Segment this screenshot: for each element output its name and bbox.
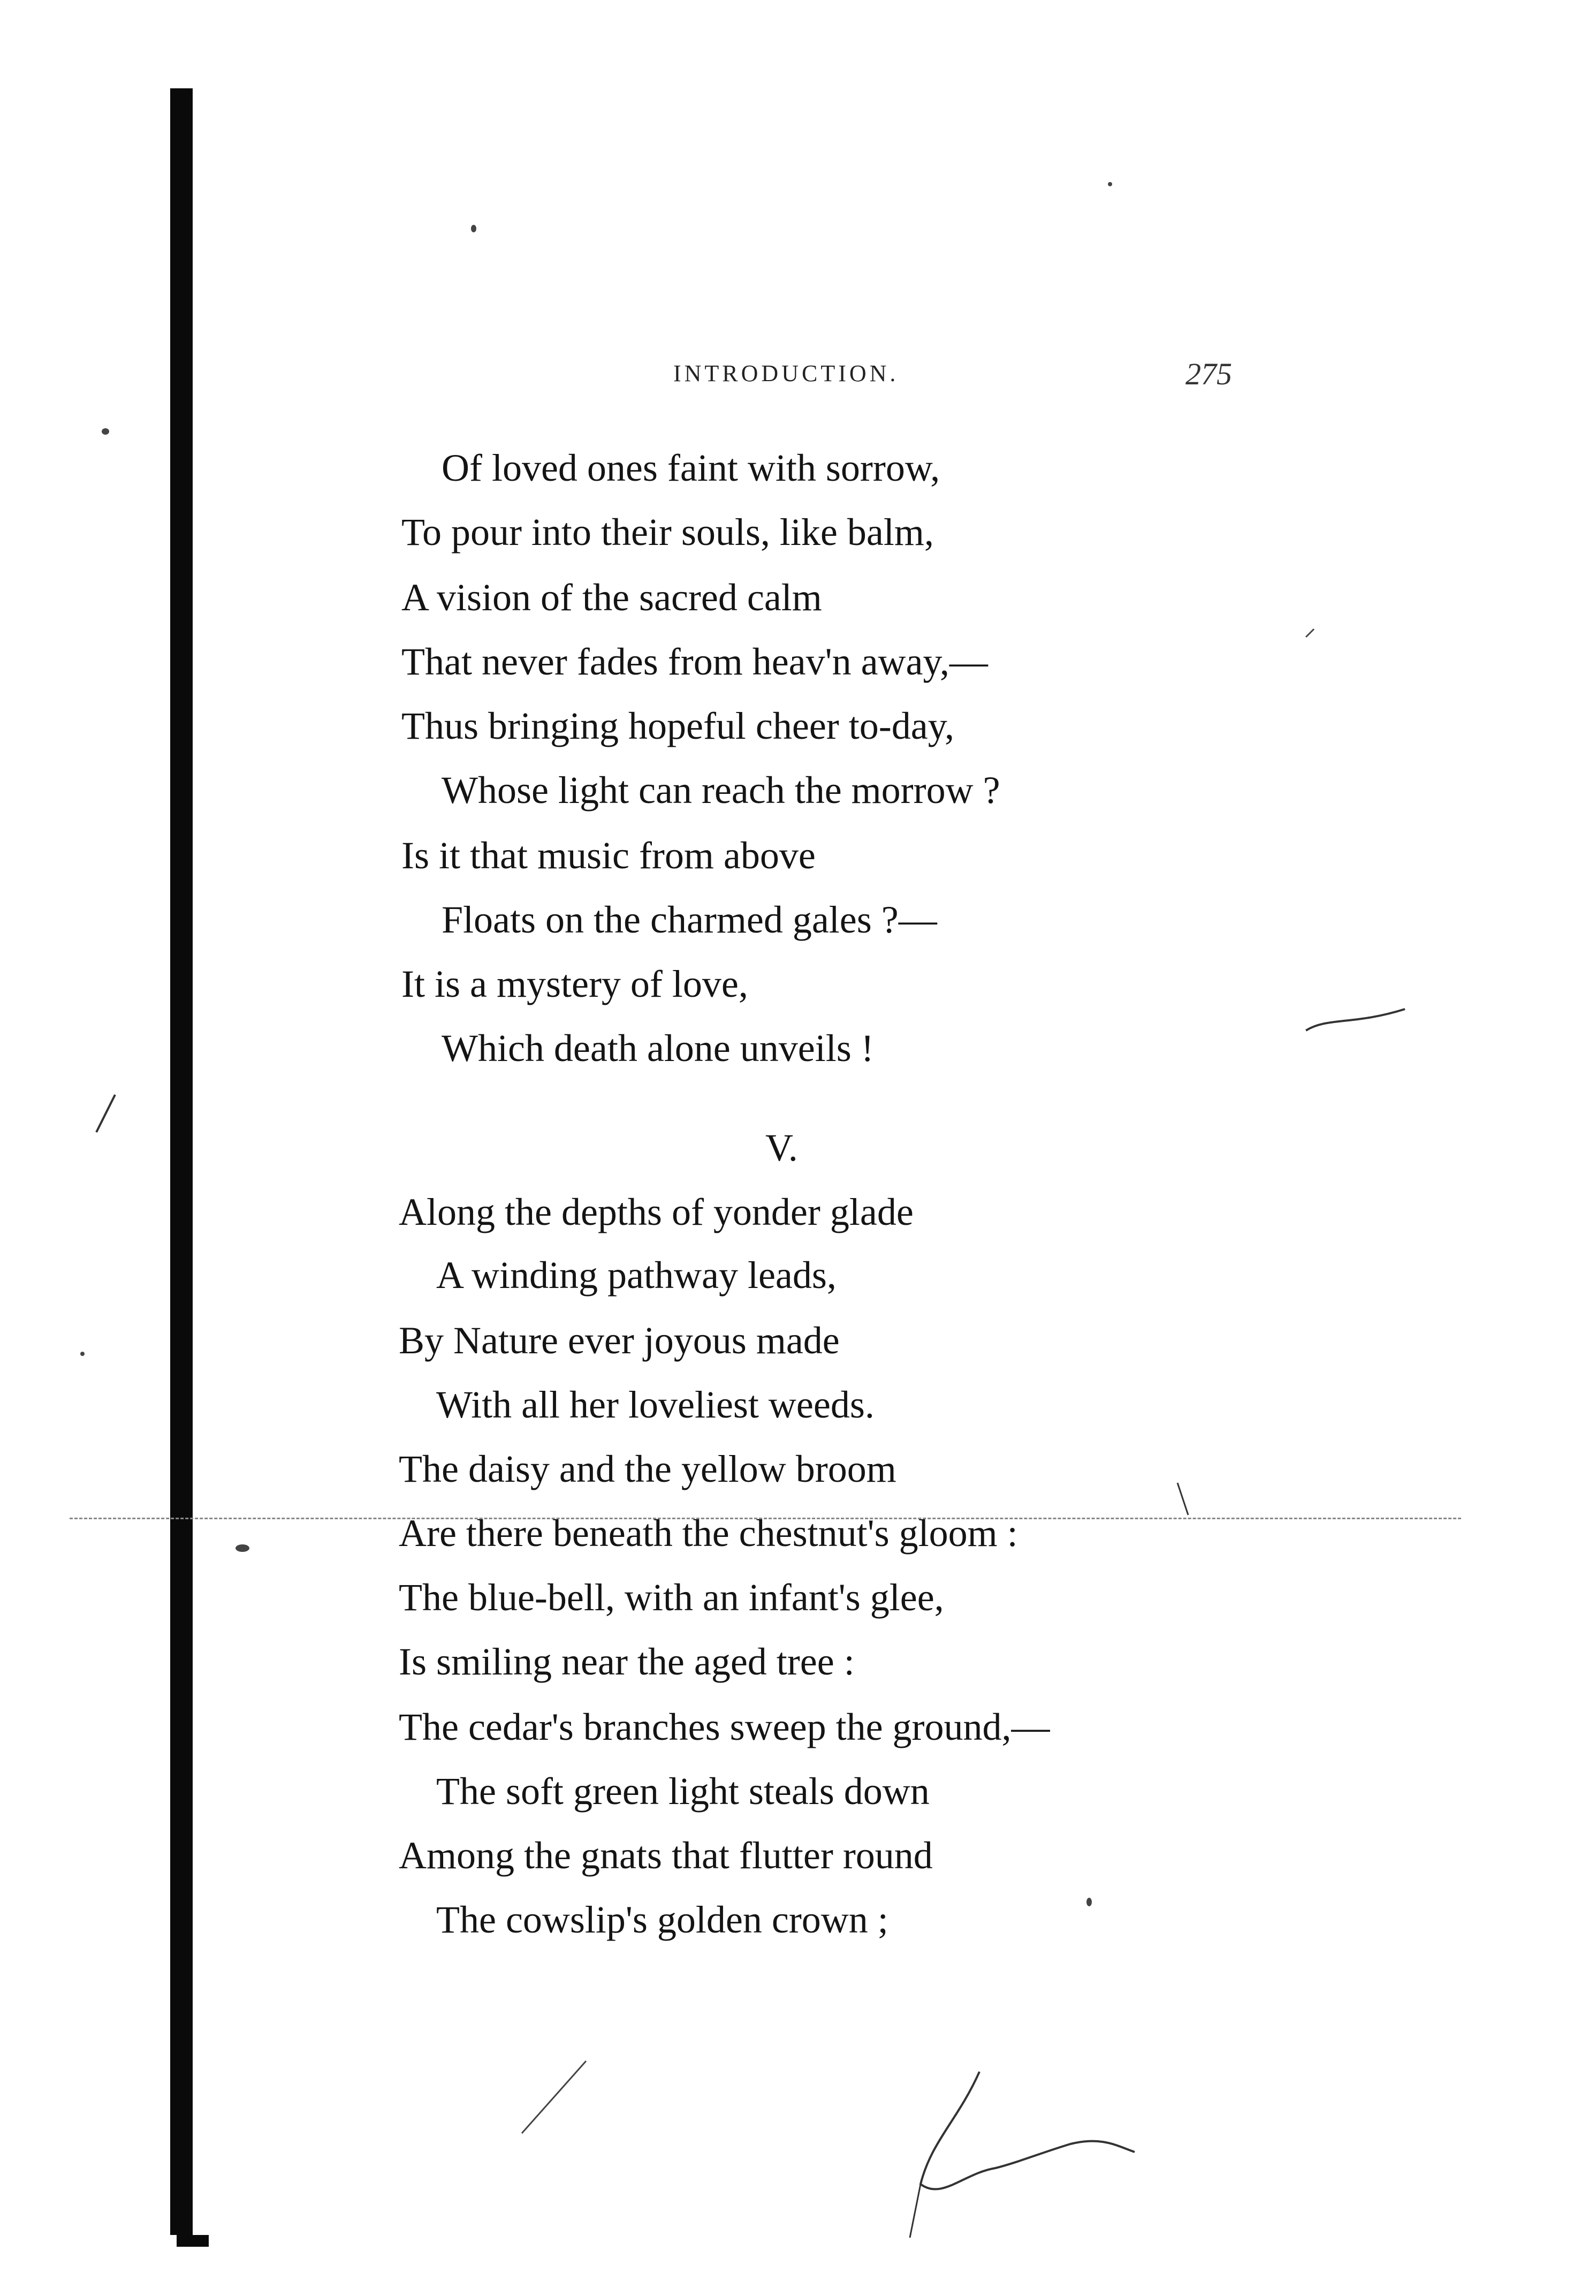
scan-speck — [80, 1352, 85, 1356]
verse-line: The soft green light steals down — [436, 1770, 930, 1813]
verse-line: Of loved ones faint with sorrow, — [442, 446, 940, 489]
verse-line: With all her loveliest weeds. — [436, 1383, 875, 1426]
pencil-stroke — [522, 2061, 586, 2133]
verse-line: That never fades from heav'n away,— — [401, 640, 988, 683]
scan-speck — [235, 1544, 249, 1552]
pencil-stroke — [910, 2184, 921, 2238]
verse-line: Is it that music from above — [401, 834, 816, 877]
verse-line: The blue-bell, with an infant's glee, — [399, 1576, 944, 1619]
verse-line: To pour into their souls, like balm, — [401, 511, 934, 554]
pencil-stroke — [1306, 1009, 1405, 1030]
verse-line: Floats on the charmed gales ?— — [442, 898, 937, 941]
verse-line: Are there beneath the chestnut's gloom : — [399, 1512, 1018, 1555]
verse-line: By Nature ever joyous made — [399, 1319, 840, 1362]
pencil-stroke — [1306, 629, 1314, 637]
scan-speck — [102, 428, 109, 435]
verse-line: The cedar's branches sweep the ground,— — [399, 1706, 1050, 1748]
verse-line: Whose light can reach the morrow ? — [442, 769, 1000, 812]
verse-line: The cowslip's golden crown ; — [436, 1898, 888, 1941]
running-title: INTRODUCTION. — [673, 360, 899, 387]
pencil-stroke — [96, 1095, 115, 1132]
scan-speck — [471, 225, 476, 232]
verse-line: Thus bringing hopeful cheer to-day, — [401, 704, 955, 747]
verse-line: A vision of the sacred calm — [401, 576, 822, 619]
verse-line: Which death alone unveils ! — [442, 1027, 874, 1070]
verse-line: It is a mystery of love, — [401, 963, 748, 1005]
verse-line: Is smiling near the aged tree : — [399, 1640, 855, 1683]
verse-line: Along the depths of yonder glade — [399, 1191, 914, 1233]
verse-line: A winding pathway leads, — [436, 1254, 837, 1297]
scan-speck — [1086, 1898, 1092, 1906]
signature-scribble — [921, 2072, 1135, 2189]
page-number: 275 — [1185, 357, 1232, 391]
scan-speck — [1108, 182, 1112, 186]
verse-line: The daisy and the yellow broom — [399, 1448, 896, 1490]
verse-line: Among the gnats that flutter round — [399, 1834, 933, 1877]
pencil-stroke — [1177, 1483, 1188, 1515]
section-heading: V. — [765, 1126, 798, 1169]
